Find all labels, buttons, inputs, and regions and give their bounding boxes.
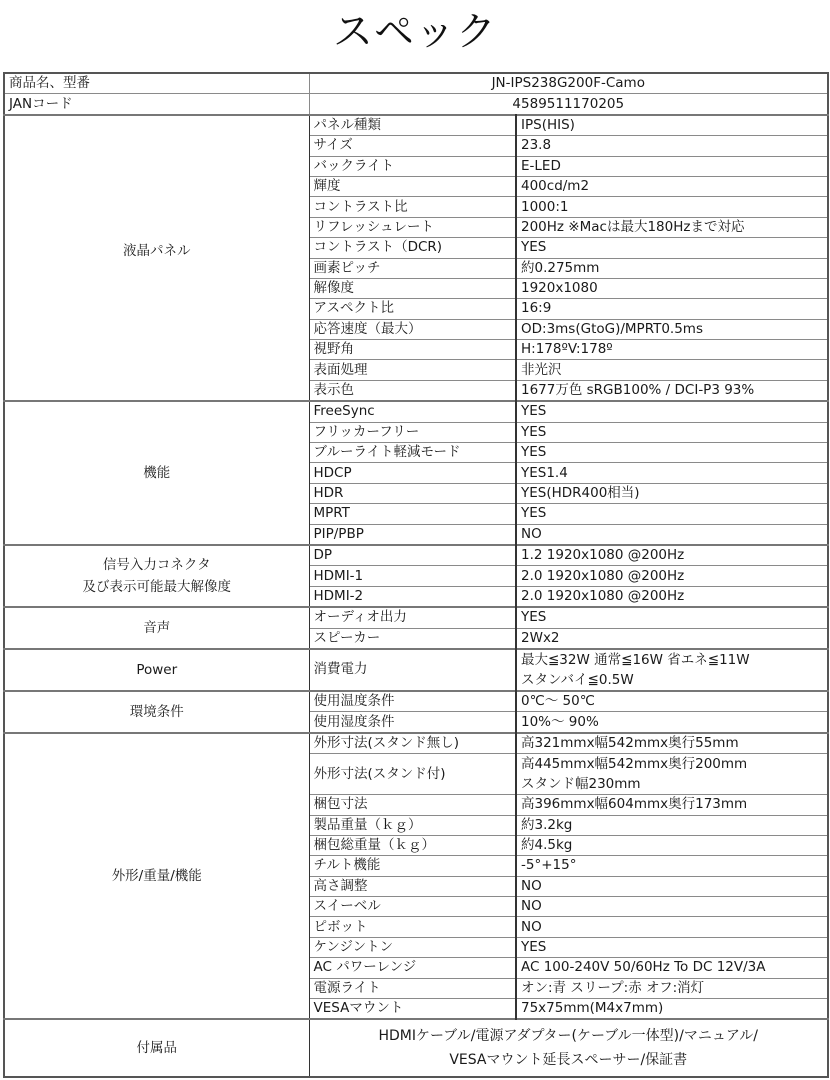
spec-value: オン:青 スリープ:赤 オフ:消灯	[516, 978, 828, 998]
spec-value: AC 100-240V 50/60Hz To DC 12V/3A	[516, 958, 828, 978]
spec-value: YES	[516, 504, 828, 524]
spec-value: NO	[516, 876, 828, 896]
spec-key: パネル種類	[309, 115, 516, 136]
spec-value: YES	[516, 937, 828, 957]
label-product-name: 商品名、型番	[4, 73, 309, 94]
spec-value	[516, 754, 828, 795]
spec-value: YES	[516, 607, 828, 628]
spec-key: 使用温度条件	[309, 691, 516, 712]
spec-key: フリッカーフリー	[309, 422, 516, 442]
table-row	[4, 115, 828, 136]
spec-value: YES	[516, 443, 828, 463]
spec-value: YES(HDR400相当)	[516, 483, 828, 503]
spec-key: ケンジントン	[309, 937, 516, 957]
spec-key: HDCP	[309, 463, 516, 483]
spec-key: MPRT	[309, 504, 516, 524]
spec-key: 表面処理	[309, 360, 516, 380]
spec-key: AC パワーレンジ	[309, 958, 516, 978]
spec-value: OD:3ms(GtoG)/MPRT0.5ms	[516, 319, 828, 339]
spec-key: HDR	[309, 483, 516, 503]
spec-value: 1677万色 sRGB100% / DCI-P3 93%	[516, 380, 828, 401]
spec-value: 1920x1080	[516, 278, 828, 298]
spec-value: YES	[516, 422, 828, 442]
spec-key: 梱包総重量（ｋｇ）	[309, 835, 516, 855]
spec-value: 0℃～ 50℃	[516, 691, 828, 712]
category-line: 信号入力コネクタ	[102, 557, 211, 574]
category-line: 及び表示可能最大解像度	[82, 579, 231, 596]
spec-key: FreeSync	[309, 401, 516, 422]
spec-key: サイズ	[309, 136, 516, 156]
label-jan-code: JANコード	[4, 94, 309, 115]
spec-key: コントラスト（DCR)	[309, 238, 516, 258]
spec-value: YES1.4	[516, 463, 828, 483]
spec-value: 75x75mm(M4x7mm)	[516, 999, 828, 1020]
spec-value: 2.0 1920x1080 @200Hz	[516, 586, 828, 607]
spec-key: ピボット	[309, 917, 516, 937]
page-title: スペック	[333, 9, 497, 55]
spec-key: PIP/PBP	[309, 524, 516, 545]
spec-value: IPS(HIS)	[516, 115, 828, 136]
spec-key: VESAマウント	[309, 999, 516, 1020]
spec-key: 応答速度（最大）	[309, 319, 516, 339]
spec-key: 解像度	[309, 278, 516, 298]
value-jan-code: 4589511170205	[309, 94, 828, 115]
category-dimensions: 外形/重量/機能	[4, 733, 309, 1020]
spec-value: YES	[516, 238, 828, 258]
spec-key: コントラスト比	[309, 197, 516, 217]
table-row	[4, 545, 828, 566]
spec-value: 2Wx2	[516, 628, 828, 649]
spec-key: 外形寸法(スタンド無し)	[309, 733, 516, 754]
spec-value: E-LED	[516, 156, 828, 176]
category-accessories: 付属品	[4, 1019, 309, 1077]
spec-key: ブルーライト軽減モード	[309, 443, 516, 463]
spec-value: 高396mmx幅604mmx奥行173mm	[516, 795, 828, 815]
category-power: Power	[4, 649, 309, 691]
accessories-value	[309, 1019, 828, 1077]
spec-value: NO	[516, 917, 828, 937]
spec-value: 400cd/m2	[516, 176, 828, 196]
table-row	[4, 607, 828, 628]
spec-value: 16:9	[516, 299, 828, 319]
spec-value: -5°+15°	[516, 856, 828, 876]
spec-key: スピーカー	[309, 628, 516, 649]
table-row-accessories	[4, 1019, 828, 1077]
spec-key: 視野角	[309, 340, 516, 360]
spec-value: 10%～ 90%	[516, 712, 828, 733]
spec-value: YES	[516, 401, 828, 422]
value-line: HDMIケーブル/電源アダプター(ケーブル一体型)/マニュアル/	[378, 1028, 759, 1045]
spec-value: 非光沢	[516, 360, 828, 380]
spec-key: 消費電力	[309, 649, 516, 691]
spec-value	[516, 649, 828, 691]
spec-key: 輝度	[309, 176, 516, 196]
spec-key: 表示色	[309, 380, 516, 401]
spec-value: 2.0 1920x1080 @200Hz	[516, 566, 828, 586]
spec-key: 梱包寸法	[309, 795, 516, 815]
spec-key: リフレッシュレート	[309, 217, 516, 237]
spec-key: 製品重量（ｋｇ）	[309, 815, 516, 835]
value-line: スタンバイ≦0.5W	[521, 671, 634, 688]
spec-value: 約0.275mm	[516, 258, 828, 278]
spec-value: 23.8	[516, 136, 828, 156]
spec-key: HDMI-1	[309, 566, 516, 586]
value-product-name: JN-IPS238G200F-Camo	[309, 73, 828, 94]
table-row	[4, 401, 828, 422]
spec-key: DP	[309, 545, 516, 566]
spec-value: 1000:1	[516, 197, 828, 217]
spec-key: 使用湿度条件	[309, 712, 516, 733]
table-row	[4, 733, 828, 754]
table-row	[4, 691, 828, 712]
value-line: 高445mmx幅542mmx奥行200mm	[521, 756, 748, 773]
table-row	[4, 649, 828, 691]
value-line: スタンド幅230mm	[521, 776, 641, 793]
spec-key: 高さ調整	[309, 876, 516, 896]
spec-key: 画素ピッチ	[309, 258, 516, 278]
table-row-product-name	[4, 73, 828, 94]
spec-value: NO	[516, 524, 828, 545]
category-environment: 環境条件	[4, 691, 309, 733]
spec-value: 約3.2kg	[516, 815, 828, 835]
spec-key: チルト機能	[309, 856, 516, 876]
category-signal-input	[4, 545, 309, 607]
category-functions: 機能	[4, 401, 309, 545]
value-line: 最大≦32W 通常≦16W 省エネ≦11W	[521, 651, 750, 668]
spec-key: オーディオ出力	[309, 607, 516, 628]
spec-key: 電源ライト	[309, 978, 516, 998]
spec-value: NO	[516, 897, 828, 917]
table-row-jan-code	[4, 94, 828, 115]
category-audio: 音声	[4, 607, 309, 649]
category-lcd-panel: 液晶パネル	[4, 115, 309, 401]
spec-value: H:178ºV:178º	[516, 340, 828, 360]
spec-value: 200Hz ※Macは最大180Hzまで対応	[516, 217, 828, 237]
spec-key: 外形寸法(スタンド付)	[309, 754, 516, 795]
spec-table	[3, 72, 829, 1078]
spec-key: スイーベル	[309, 897, 516, 917]
spec-value: 約4.5kg	[516, 835, 828, 855]
spec-key: バックライト	[309, 156, 516, 176]
spec-value: 1.2 1920x1080 @200Hz	[516, 545, 828, 566]
spec-key: アスペクト比	[309, 299, 516, 319]
value-line: VESAマウント延長スペーサー/保証書	[449, 1052, 688, 1069]
spec-key: HDMI-2	[309, 586, 516, 607]
spec-value: 高321mmx幅542mmx奥行55mm	[516, 733, 828, 754]
